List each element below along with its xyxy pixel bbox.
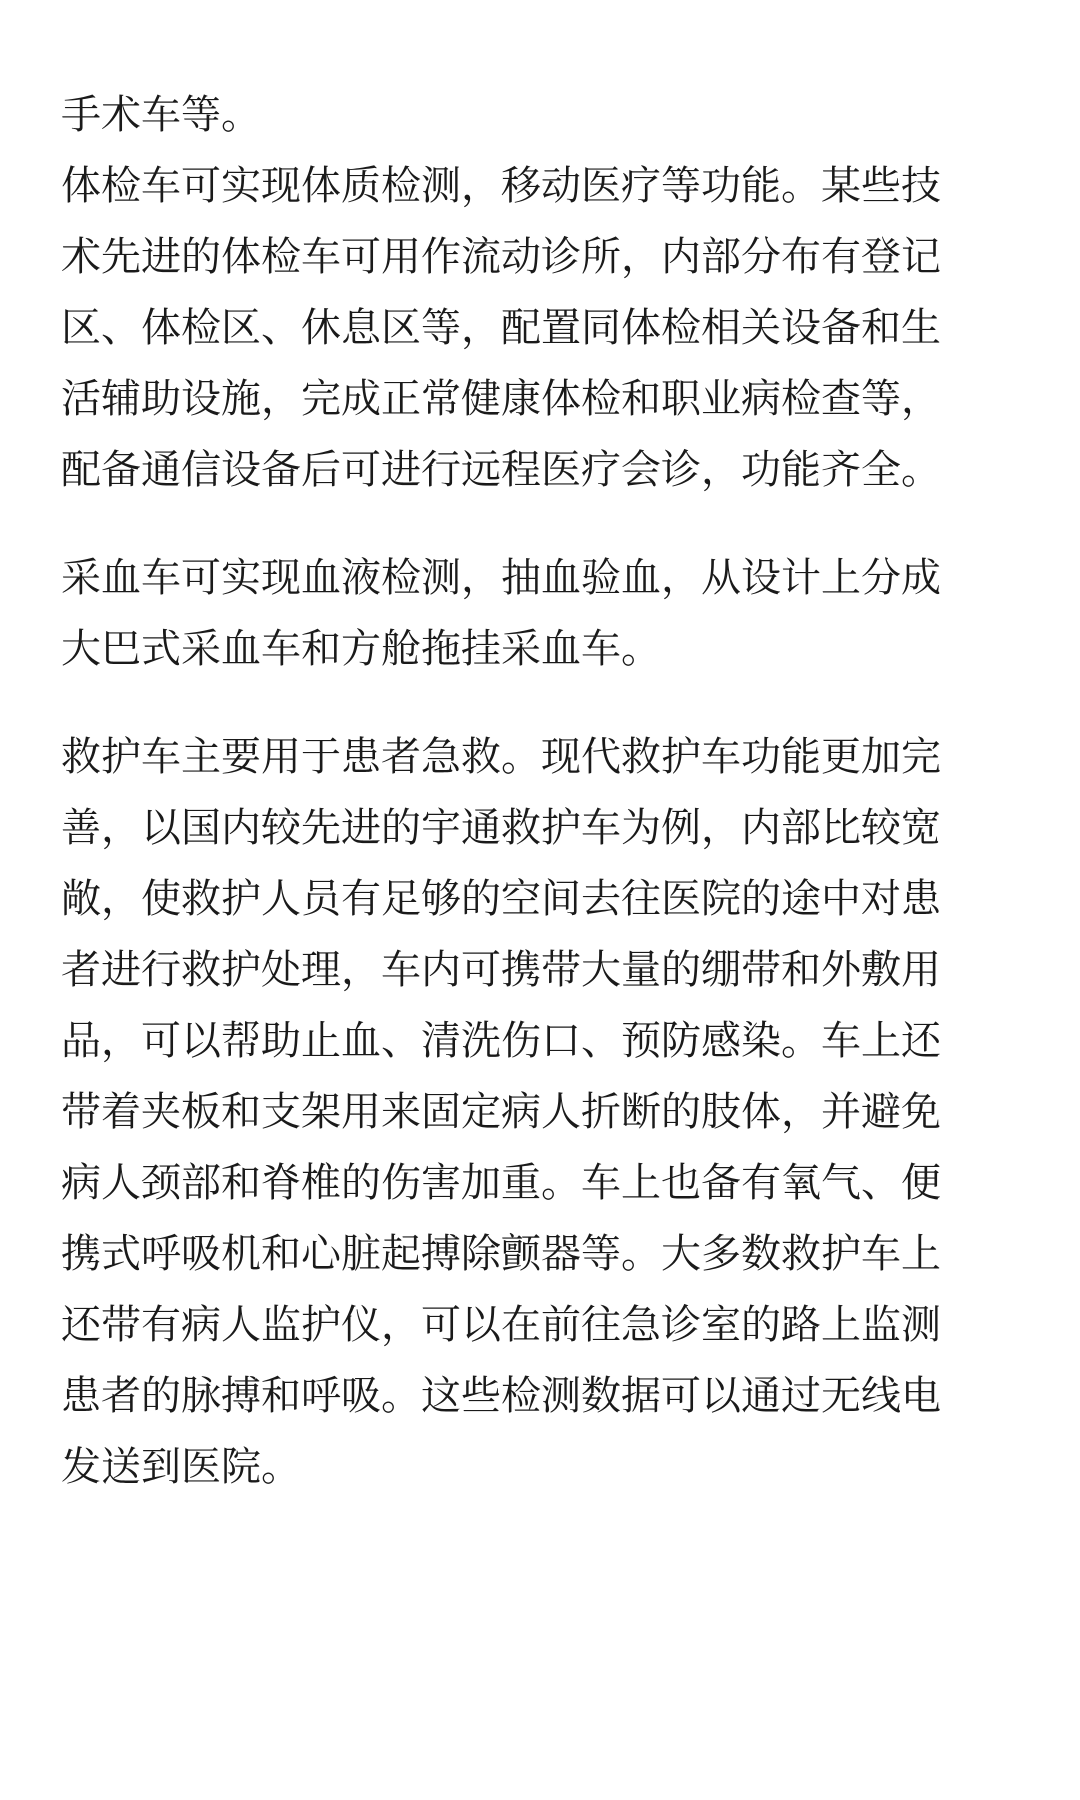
text-line: 发送到医院。 (61, 1444, 301, 1490)
text-line: 患者的脉搏和呼吸。这些检测数据可以通过无线电 (61, 1373, 941, 1419)
text-line: 带着夹板和支架用来固定病人折断的肢体，并避免 (61, 1089, 941, 1135)
text-line: 大巴式采血车和方舱拖挂采血车。 (61, 626, 661, 672)
text-line: 区、体检区、休息区等，配置同体检相关设备和生 (61, 305, 941, 351)
paragraph-ambulance (61, 722, 1021, 1503)
text-line: 善，以国内较先进的宇通救护车为例，内部比较宽 (61, 805, 941, 851)
text-line: 还带有病人监护仪，可以在前往急诊室的路上监测 (61, 1302, 941, 1348)
text-line: 活辅助设施，完成正常健康体检和职业病检查等， (61, 376, 941, 422)
article-body (61, 80, 1021, 1540)
text-line: 病人颈部和脊椎的伤害加重。车上也备有氧气、便 (61, 1160, 941, 1206)
text-line: 采血车可实现血液检测，抽血验血，从设计上分成 (61, 555, 941, 601)
text-line: 术先进的体检车可用作流动诊所，内部分布有登记 (61, 234, 941, 280)
text-line: 手术车等。 (61, 92, 261, 138)
text-line: 救护车主要用于患者急救。现代救护车功能更加完 (61, 734, 941, 780)
text-line: 品，可以帮助止血、清洗伤口、预防感染。车上还 (61, 1018, 941, 1064)
paragraph-surgical-vehicle (61, 80, 1021, 151)
paragraph-medical-checkup-vehicle (61, 151, 1021, 506)
text-line: 敞，使救护人员有足够的空间去往医院的途中对患 (61, 876, 941, 922)
text-line: 者进行救护处理，车内可携带大量的绷带和外敷用 (61, 947, 941, 993)
text-line: 携式呼吸机和心脏起搏除颤器等。大多数救护车上 (61, 1231, 941, 1277)
text-line: 配备通信设备后可进行远程医疗会诊，功能齐全。 (61, 447, 941, 493)
text-line: 体检车可实现体质检测，移动医疗等功能。某些技 (61, 163, 941, 209)
paragraph-blood-collection-vehicle (61, 543, 1021, 685)
